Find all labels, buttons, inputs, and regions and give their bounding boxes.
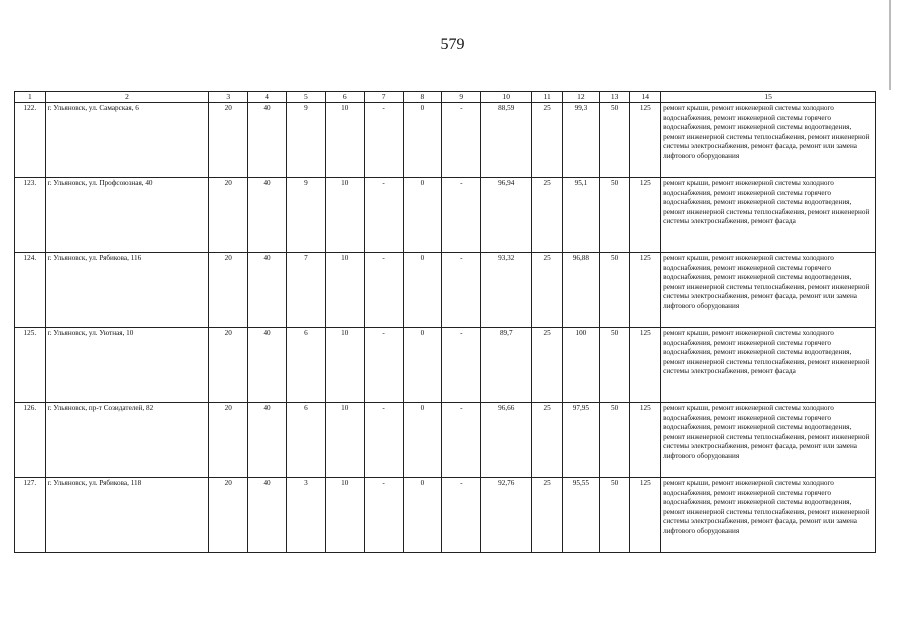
address-cell: г. Ульяновск, ул. Рябикова, 118 bbox=[45, 478, 209, 553]
works-cell: ремонт крыши, ремонт инженерной системы холодного водоснабжения, ремонт инженерной системы горячего водоснабжения, ремонт инженерной системы водоотведения, ремонт инженерной системы теплоснабжения, ремонт инженерной системы электроснабжения, ремонт фасада, ремонт или замена лифтового оборудования bbox=[661, 403, 876, 478]
value-cell: - bbox=[442, 328, 481, 403]
column-header: 4 bbox=[248, 92, 287, 103]
page-number: 579 bbox=[440, 36, 465, 53]
table-row bbox=[15, 103, 876, 178]
address-cell: г. Ульяновск, ул. Профсоюзная, 40 bbox=[45, 178, 209, 253]
value-cell: 40 bbox=[248, 103, 287, 178]
repair-program-table bbox=[14, 91, 876, 553]
table-row bbox=[15, 403, 876, 478]
value-cell: 96,88 bbox=[562, 253, 599, 328]
row-number: 123. bbox=[15, 178, 46, 253]
column-header: 2 bbox=[45, 92, 209, 103]
value-cell: 0 bbox=[403, 253, 442, 328]
column-header: 8 bbox=[403, 92, 442, 103]
value-cell: 50 bbox=[599, 403, 630, 478]
row-number: 126. bbox=[15, 403, 46, 478]
value-cell: 50 bbox=[599, 478, 630, 553]
value-cell: 0 bbox=[403, 403, 442, 478]
value-cell: 20 bbox=[209, 478, 248, 553]
table-row bbox=[15, 478, 876, 553]
value-cell: 96,66 bbox=[481, 403, 532, 478]
value-cell: 10 bbox=[325, 328, 364, 403]
value-cell: - bbox=[442, 178, 481, 253]
value-cell: 7 bbox=[286, 253, 325, 328]
value-cell: 40 bbox=[248, 253, 287, 328]
works-cell: ремонт крыши, ремонт инженерной системы холодного водоснабжения, ремонт инженерной системы горячего водоснабжения, ремонт инженерной системы водоотведения, ремонт инженерной системы теплоснабжения, ремонт инженерной системы электроснабжения, ремонт фасада, ремонт или замена лифтового оборудования bbox=[661, 478, 876, 553]
value-cell: - bbox=[442, 403, 481, 478]
value-cell: - bbox=[442, 253, 481, 328]
value-cell: - bbox=[364, 103, 403, 178]
value-cell: 3 bbox=[286, 478, 325, 553]
value-cell: 125 bbox=[630, 328, 661, 403]
works-cell: ремонт крыши, ремонт инженерной системы холодного водоснабжения, ремонт инженерной системы горячего водоснабжения, ремонт инженерной системы водоотведения, ремонт инженерной системы теплоснабжения, ремонт инженерной системы электроснабжения, ремонт фасада bbox=[661, 328, 876, 403]
value-cell: - bbox=[364, 253, 403, 328]
scan-edge-mark bbox=[889, 0, 891, 90]
address-cell: г. Ульяновск, пр-т Созидателей, 82 bbox=[45, 403, 209, 478]
header-row bbox=[15, 92, 876, 103]
value-cell: 88,59 bbox=[481, 103, 532, 178]
row-number: 125. bbox=[15, 328, 46, 403]
value-cell: 10 bbox=[325, 478, 364, 553]
value-cell: - bbox=[442, 478, 481, 553]
value-cell: 25 bbox=[532, 178, 563, 253]
value-cell: 40 bbox=[248, 403, 287, 478]
value-cell: 40 bbox=[248, 178, 287, 253]
column-header: 6 bbox=[325, 92, 364, 103]
works-cell: ремонт крыши, ремонт инженерной системы холодного водоснабжения, ремонт инженерной системы горячего водоснабжения, ремонт инженерной системы водоотведения, ремонт инженерной системы теплоснабжения, ремонт инженерной системы электроснабжения, ремонт фасада, ремонт или замена лифтового оборудования bbox=[661, 253, 876, 328]
value-cell: 92,76 bbox=[481, 478, 532, 553]
column-header: 3 bbox=[209, 92, 248, 103]
value-cell: - bbox=[442, 103, 481, 178]
value-cell: 40 bbox=[248, 328, 287, 403]
works-cell: ремонт крыши, ремонт инженерной системы холодного водоснабжения, ремонт инженерной системы горячего водоснабжения, ремонт инженерной системы водоотведения, ремонт инженерной системы теплоснабжения, ремонт инженерной системы электроснабжения, ремонт фасада bbox=[661, 178, 876, 253]
value-cell: 97,95 bbox=[562, 403, 599, 478]
value-cell: 25 bbox=[532, 403, 563, 478]
value-cell: 25 bbox=[532, 328, 563, 403]
value-cell: 20 bbox=[209, 403, 248, 478]
value-cell: 0 bbox=[403, 103, 442, 178]
value-cell: 25 bbox=[532, 103, 563, 178]
column-header: 7 bbox=[364, 92, 403, 103]
address-cell: г. Ульяновск, ул. Уютная, 10 bbox=[45, 328, 209, 403]
value-cell: 10 bbox=[325, 403, 364, 478]
value-cell: 125 bbox=[630, 478, 661, 553]
value-cell: 0 bbox=[403, 478, 442, 553]
value-cell: 20 bbox=[209, 253, 248, 328]
row-number: 124. bbox=[15, 253, 46, 328]
row-number: 127. bbox=[15, 478, 46, 553]
column-header: 9 bbox=[442, 92, 481, 103]
column-header: 11 bbox=[532, 92, 563, 103]
value-cell: 0 bbox=[403, 178, 442, 253]
table-row bbox=[15, 328, 876, 403]
value-cell: 95,55 bbox=[562, 478, 599, 553]
value-cell: 50 bbox=[599, 103, 630, 178]
value-cell: 6 bbox=[286, 328, 325, 403]
value-cell: 10 bbox=[325, 103, 364, 178]
value-cell: 100 bbox=[562, 328, 599, 403]
value-cell: 96,94 bbox=[481, 178, 532, 253]
table-row bbox=[15, 253, 876, 328]
value-cell: 125 bbox=[630, 253, 661, 328]
value-cell: - bbox=[364, 478, 403, 553]
value-cell: 20 bbox=[209, 178, 248, 253]
value-cell: 50 bbox=[599, 178, 630, 253]
value-cell: 10 bbox=[325, 253, 364, 328]
value-cell: - bbox=[364, 403, 403, 478]
value-cell: 40 bbox=[248, 478, 287, 553]
value-cell: 50 bbox=[599, 328, 630, 403]
column-header: 5 bbox=[286, 92, 325, 103]
value-cell: 125 bbox=[630, 178, 661, 253]
table-row bbox=[15, 178, 876, 253]
value-cell: 10 bbox=[325, 178, 364, 253]
column-header: 12 bbox=[562, 92, 599, 103]
address-cell: г. Ульяновск, ул. Рябикова, 116 bbox=[45, 253, 209, 328]
value-cell: 6 bbox=[286, 403, 325, 478]
value-cell: 25 bbox=[532, 478, 563, 553]
address-cell: г. Ульяновск, ул. Самарская, 6 bbox=[45, 103, 209, 178]
value-cell: 9 bbox=[286, 178, 325, 253]
value-cell: 50 bbox=[599, 253, 630, 328]
value-cell: 9 bbox=[286, 103, 325, 178]
value-cell: 20 bbox=[209, 328, 248, 403]
row-number: 122. bbox=[15, 103, 46, 178]
column-header: 14 bbox=[630, 92, 661, 103]
value-cell: 125 bbox=[630, 403, 661, 478]
value-cell: 25 bbox=[532, 253, 563, 328]
works-cell: ремонт крыши, ремонт инженерной системы холодного водоснабжения, ремонт инженерной системы горячего водоснабжения, ремонт инженерной системы водоотведения, ремонт инженерной системы теплоснабжения, ремонт инженерной системы электроснабжения, ремонт фасада, ремонт или замена лифтового оборудования bbox=[661, 103, 876, 178]
value-cell: 20 bbox=[209, 103, 248, 178]
value-cell: - bbox=[364, 178, 403, 253]
column-header: 13 bbox=[599, 92, 630, 103]
value-cell: 89,7 bbox=[481, 328, 532, 403]
value-cell: - bbox=[364, 328, 403, 403]
value-cell: 99,3 bbox=[562, 103, 599, 178]
value-cell: 93,32 bbox=[481, 253, 532, 328]
value-cell: 95,1 bbox=[562, 178, 599, 253]
value-cell: 125 bbox=[630, 103, 661, 178]
column-header: 10 bbox=[481, 92, 532, 103]
value-cell: 0 bbox=[403, 328, 442, 403]
column-header: 1 bbox=[15, 92, 46, 103]
column-header: 15 bbox=[661, 92, 876, 103]
